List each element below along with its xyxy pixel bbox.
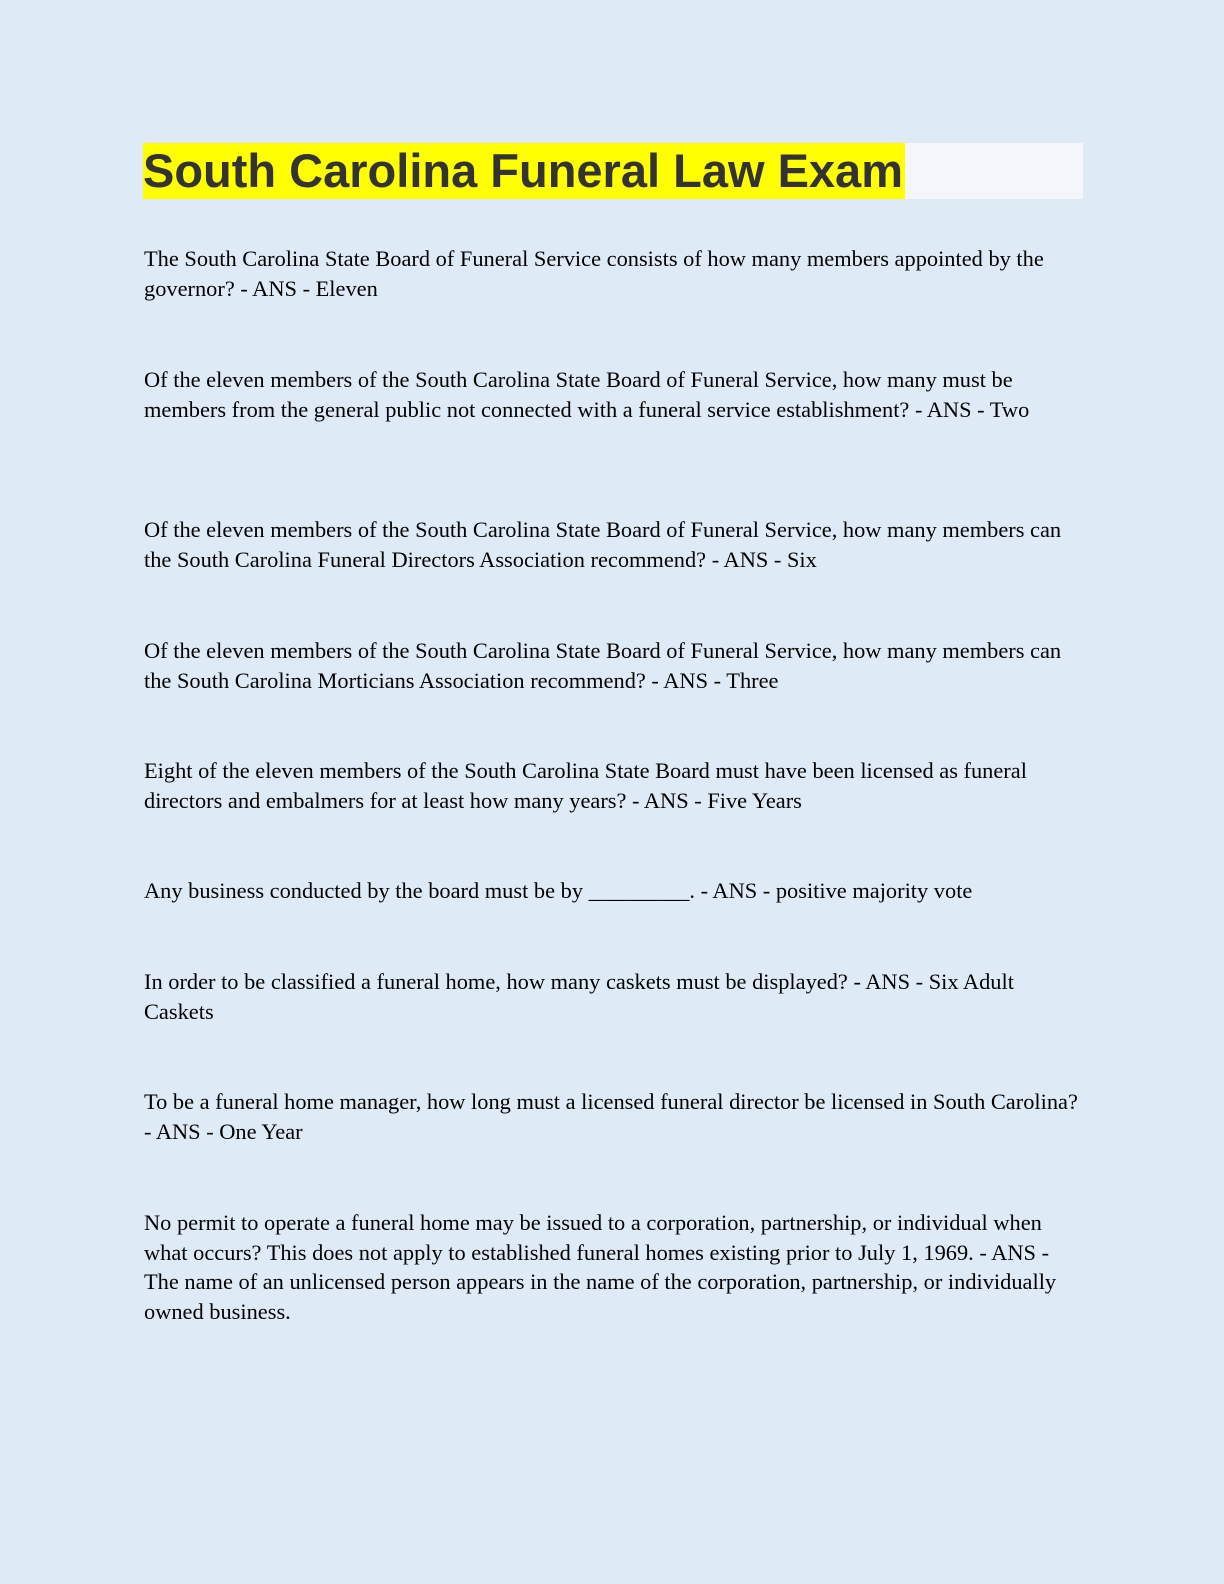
question-answer-item: Any business conducted by the board must be by _________. - ANS - positive majority vote — [144, 878, 973, 903]
question-answer-item: To be a funeral home manager, how long must a licensed funeral director be licensed in South Carolina? - ANS - One Year — [144, 1089, 1078, 1144]
question-answer-item: Of the eleven members of the South Carolina State Board of Funeral Service, how many members can the South Carolina Funeral Directors Association recommend? - ANS - Six — [144, 517, 1062, 572]
question-answer-item: Eight of the eleven members of the South Carolina State Board must have been licensed as funeral directors and embalmers for at least how many years? - ANS - Five Years — [144, 758, 1027, 813]
question-answer-item: Of the eleven members of the South Carolina State Board of Funeral Service, how many must be members from the general public not connected with a funeral service establishment? - ANS - Two — [144, 367, 1030, 422]
page-title: South Carolina Funeral Law Exam — [143, 144, 903, 197]
question-answer-item: No permit to operate a funeral home may be issued to a corporation, partnership, or individual when what occurs? This does not apply to established funeral homes existing prior to July 1, 1969. - ANS - The name of an unlicensed person appears in the name of the corporation, partnership, or individually owned business. — [144, 1210, 1057, 1324]
question-answer-item: The South Carolina State Board of Funeral Service consists of how many members appointed by the governor? - ANS - Eleven — [144, 246, 1044, 301]
question-answer-item: In order to be classified a funeral home, how many caskets must be displayed? - ANS - Six Adult Caskets — [144, 969, 1014, 1024]
question-answer-item: Of the eleven members of the South Carolina State Board of Funeral Service, how many members can the South Carolina Morticians Association recommend? - ANS - Three — [144, 638, 1062, 693]
